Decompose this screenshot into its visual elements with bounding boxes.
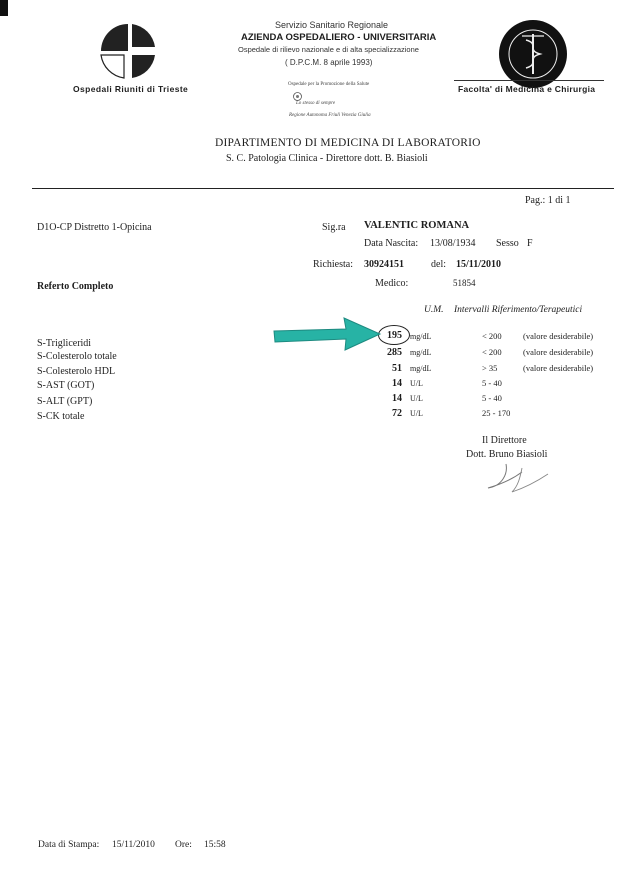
sex-value: F [527, 238, 533, 249]
test-unit: U/L [410, 409, 423, 418]
arrow-right-icon [272, 315, 384, 353]
doctor-code: 51854 [453, 278, 476, 288]
print-date-label: Data di Stampa: [38, 840, 100, 850]
request-date: 15/11/2010 [456, 259, 502, 270]
test-range: > 35 [482, 363, 498, 373]
page-indicator: Pag.: 1 di 1 [525, 195, 571, 206]
print-time: 15:58 [204, 840, 226, 850]
test-unit: mg/dL [410, 364, 432, 373]
ranges-column-header: Intervalli Riferimento/Terapeutici [454, 305, 583, 315]
right-logo-caption: Facolta' di Medicina e Chirurgia [458, 84, 596, 94]
header-line-3: Ospedale di rilievo nazionale e di alta specializzazione [238, 45, 419, 54]
department-subtitle: S. C. Patologia Clinica - Direttore dott. B. Biasioli [226, 153, 428, 164]
birth-date-value: 13/08/1934 [430, 238, 476, 249]
header-small-line-1: Ospedale per la Promozione della Salute [288, 82, 370, 87]
health-promotion-emblem-icon [292, 92, 303, 101]
test-unit: U/L [410, 394, 423, 403]
test-name: S-AST (GOT) [37, 380, 95, 391]
test-range: < 200 [482, 347, 502, 357]
header-divider [32, 188, 614, 189]
patient-salutation: Sig.ra [322, 222, 346, 233]
test-range: 5 - 40 [482, 393, 502, 403]
scan-corner-mark [0, 0, 8, 16]
print-time-label: Ore: [175, 840, 192, 850]
test-note: (valore desiderabile) [523, 363, 594, 373]
ospedali-riuniti-logo [97, 20, 159, 82]
test-note: (valore desiderabile) [523, 331, 594, 341]
test-range: 25 - 170 [482, 408, 511, 418]
test-value: 72 [392, 408, 402, 419]
report-title: Referto Completo [37, 281, 114, 292]
handwritten-signature [478, 458, 558, 498]
header-line-1: Servizio Sanitario Regionale [275, 20, 389, 30]
header-line-2: AZIENDA OSPEDALIERO - UNIVERSITARIA [241, 32, 437, 43]
test-name: S-CK totale [37, 411, 85, 422]
request-date-label: del: [431, 259, 446, 270]
test-name: S-Colesterolo totale [37, 351, 117, 362]
test-value: 14 [392, 393, 402, 404]
test-value: 51 [392, 363, 402, 374]
unit-column-header: U.M. [424, 305, 444, 315]
right-caption-rule [454, 80, 604, 81]
test-note: (valore desiderabile) [523, 347, 594, 357]
test-unit: U/L [410, 379, 423, 388]
test-unit: mg/dL [410, 348, 432, 357]
header-small-line-3: Regione Autonoma Friuli Venezia Giulia [289, 113, 371, 118]
district-label: D1O-CP Distretto 1-Opicina [37, 222, 152, 233]
header-small-line-2: Lo stesso di sempre [296, 101, 336, 106]
birth-date-label: Data Nascita: [364, 238, 419, 249]
test-name: S-Colesterolo HDL [37, 366, 116, 377]
director-title: Il Direttore [482, 435, 527, 446]
test-value: 14 [392, 378, 402, 389]
test-value: 195 [387, 330, 402, 341]
test-name: S-Trigliceridi [37, 338, 92, 349]
sex-label: Sesso [496, 238, 519, 249]
patient-name: VALENTIC ROMANA [364, 220, 470, 231]
request-number: 30924151 [364, 259, 404, 270]
department-title: DIPARTIMENTO DI MEDICINA DI LABORATORIO [215, 137, 481, 149]
director-name: Dott. Bruno Biasioli [466, 449, 548, 460]
request-label: Richiesta: [313, 259, 353, 270]
test-unit: mg/dL [410, 332, 432, 341]
test-range: 5 - 40 [482, 378, 502, 388]
print-date: 15/11/2010 [112, 840, 155, 850]
test-range: < 200 [482, 331, 502, 341]
header-line-4: ( D.P.C.M. 8 aprile 1993) [285, 58, 373, 67]
left-logo-caption: Ospedali Riuniti di Trieste [73, 84, 189, 94]
doctor-label: Medico: [375, 278, 409, 289]
test-name: S-ALT (GPT) [37, 396, 93, 407]
test-value: 285 [387, 347, 402, 358]
